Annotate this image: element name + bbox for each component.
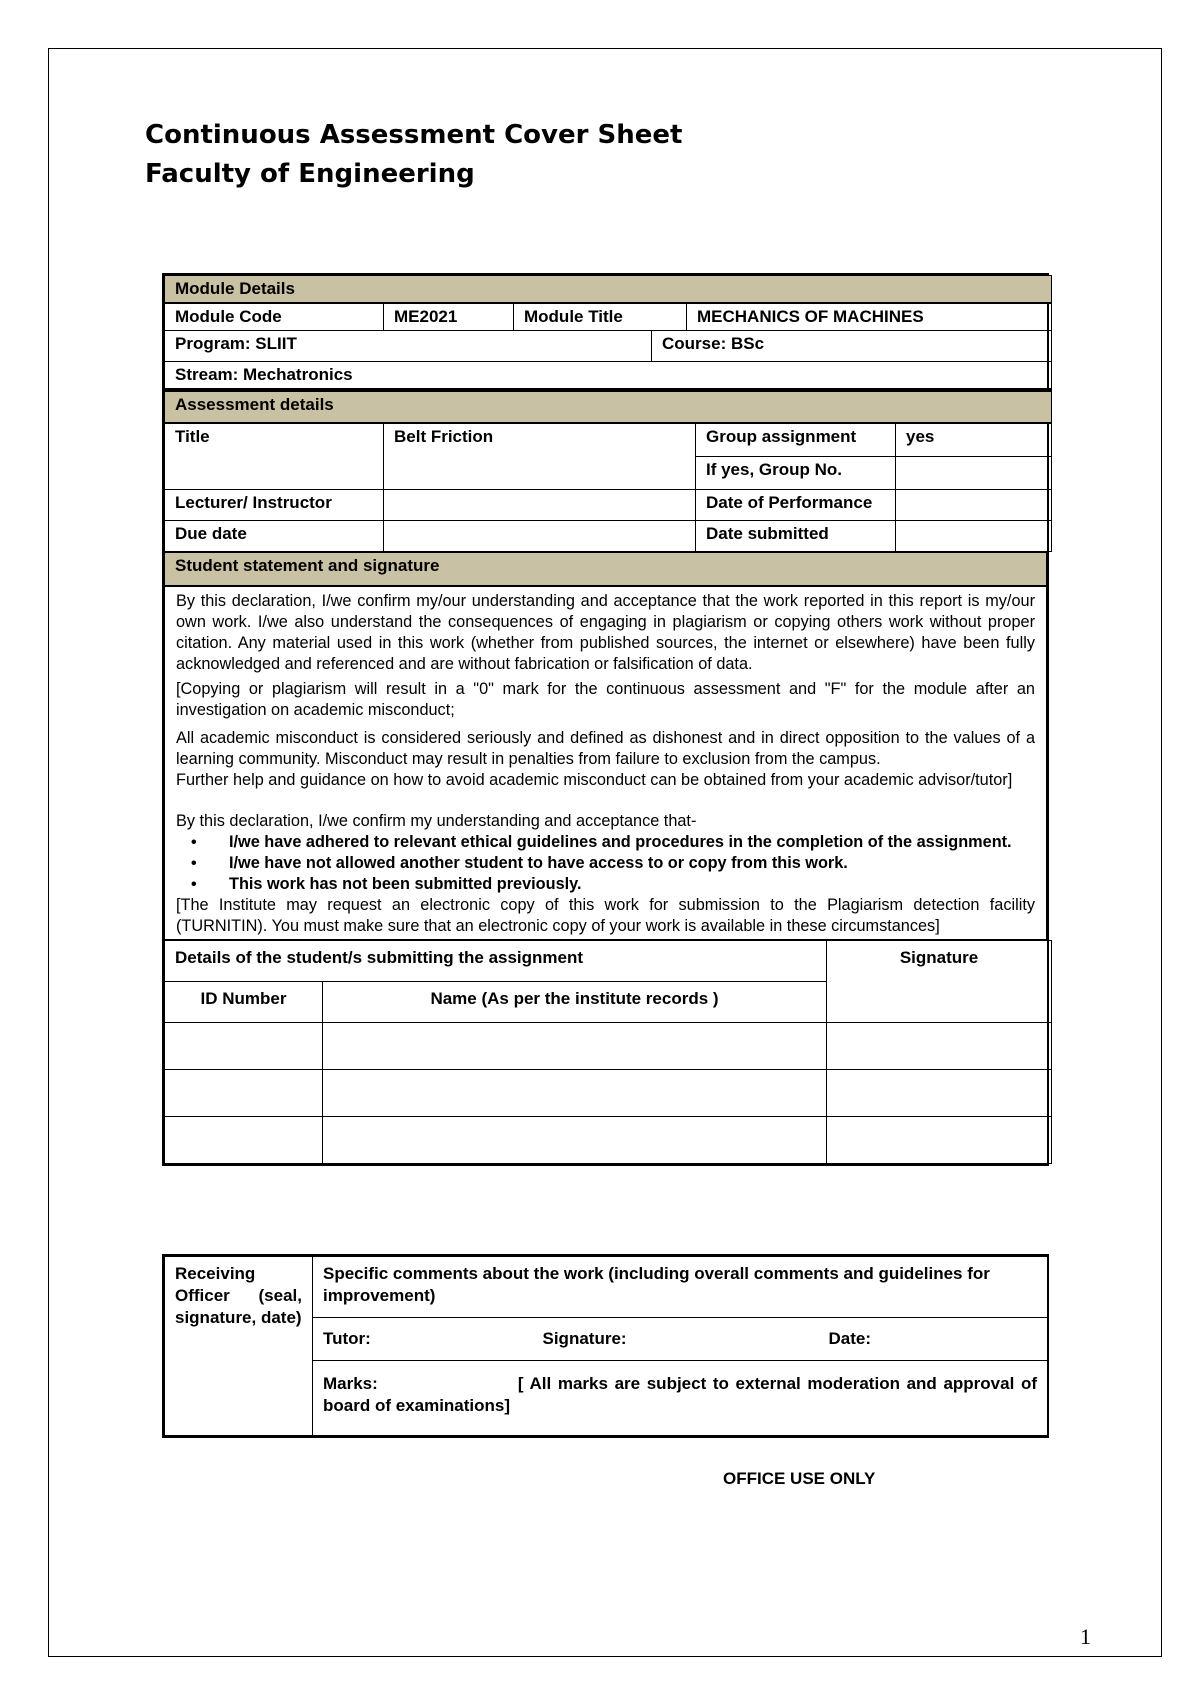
student-name-cell[interactable] bbox=[323, 1023, 827, 1070]
module-code-label: Module Code bbox=[165, 303, 384, 331]
date-submitted-label: Date submitted bbox=[696, 521, 896, 552]
student-row bbox=[165, 1070, 1052, 1117]
student-statement-table bbox=[164, 552, 1047, 940]
date-submitted-value[interactable] bbox=[896, 521, 1052, 552]
date-of-performance-label: Date of Performance bbox=[696, 490, 896, 521]
office-use-only-label: OFFICE USE ONLY bbox=[723, 1469, 876, 1488]
declaration-item: • I/we have not allowed another student to have access to or copy from this work. bbox=[229, 853, 1035, 874]
statement-paragraph: [The Institute may request an electronic copy of this work for submission to the Plagiarism detection facility (TURNITIN). You must make sure that an electronic copy of your work is available in these circumstances] bbox=[176, 896, 1035, 935]
statement-paragraph: [Copying or plagiarism will result in a "0" mark for the continuous assessment and "F" for the module after an investigation on academic misconduct; bbox=[176, 680, 1035, 719]
group-assignment-value[interactable]: yes bbox=[896, 423, 1052, 457]
page-title bbox=[145, 116, 682, 194]
statement-body bbox=[165, 586, 1047, 940]
statement-paragraph: Further help and guidance on how to avoid academic misconduct can be obtained from your academic advisor/tutor] bbox=[176, 771, 1013, 789]
statement-header: Student statement and signature bbox=[165, 553, 1047, 587]
student-details-table bbox=[164, 940, 1052, 1164]
module-details-header: Module Details bbox=[165, 276, 1052, 304]
module-title-value[interactable]: MECHANICS OF MACHINES bbox=[687, 303, 1052, 331]
lecturer-value[interactable] bbox=[384, 490, 696, 521]
module-details-table bbox=[164, 275, 1052, 389]
student-signature-cell[interactable] bbox=[827, 1023, 1052, 1070]
group-number-value[interactable] bbox=[896, 457, 1052, 490]
page-number: 1 bbox=[1080, 1624, 1091, 1649]
declaration-list bbox=[176, 832, 1035, 895]
receiving-officer-cell[interactable]: Receiving Officer (seal, signature, date) bbox=[165, 1257, 313, 1436]
student-row bbox=[165, 1023, 1052, 1070]
declaration-item: • This work has not been submitted previously. bbox=[229, 874, 1035, 895]
date-of-performance-value[interactable] bbox=[896, 490, 1052, 521]
student-signature-cell[interactable] bbox=[827, 1117, 1052, 1164]
cover-sheet-form bbox=[162, 273, 1049, 1166]
due-date-value[interactable] bbox=[384, 521, 696, 552]
statement-paragraph: All academic misconduct is considered seriously and defined as dishonest and in direct opposition to the values of a learning community. Misconduct may result in penalties from failure to exclusion from the campus. bbox=[176, 729, 1035, 768]
statement-paragraph: By this declaration, I/we confirm my/our understanding and acceptance that the work reported in this report is my/our own work. I/we also understand the consequences of engaging in plagiarism or copying others work without proper citation. Any material used in this work (whether from published sources, the internet or elsewhere) have been fully acknowledged and referenced and are without fabrication or falsification of data. bbox=[176, 592, 1035, 673]
program-field[interactable]: Program: SLIIT bbox=[165, 331, 652, 362]
title-line-2: Faculty of Engineering bbox=[145, 159, 475, 189]
module-title-label: Module Title bbox=[514, 303, 687, 331]
tutor-signature-label[interactable]: Signature: bbox=[533, 1318, 803, 1361]
stream-field[interactable]: Stream: Mechatronics bbox=[165, 362, 1052, 389]
student-id-cell[interactable] bbox=[165, 1117, 323, 1164]
student-details-label: Details of the student/s submitting the assignment bbox=[165, 941, 827, 982]
assessment-details-table bbox=[164, 389, 1052, 552]
student-signature-cell[interactable] bbox=[827, 1070, 1052, 1117]
statement-paragraph: By this declaration, I/we confirm my understanding and acceptance that- bbox=[176, 812, 697, 830]
marks-label: Marks: bbox=[323, 1374, 378, 1393]
id-number-header: ID Number bbox=[165, 982, 323, 1023]
assessment-details-header: Assessment details bbox=[165, 391, 1052, 424]
student-row bbox=[165, 1117, 1052, 1164]
course-field[interactable]: Course: BSc bbox=[652, 331, 1052, 362]
marks-cell[interactable] bbox=[313, 1361, 1048, 1436]
group-assignment-label: Group assignment bbox=[696, 423, 896, 457]
title-value[interactable]: Belt Friction bbox=[384, 423, 696, 490]
group-number-label: If yes, Group No. bbox=[696, 457, 896, 490]
name-header: Name (As per the institute records ) bbox=[323, 982, 827, 1023]
declaration-item: • I/we have adhered to relevant ethical guidelines and procedures in the completion of the assignment. bbox=[229, 832, 1035, 853]
office-use-form bbox=[162, 1254, 1049, 1438]
student-id-cell[interactable] bbox=[165, 1070, 323, 1117]
title-line-1: Continuous Assessment Cover Sheet bbox=[145, 120, 683, 150]
due-date-label: Due date bbox=[165, 521, 384, 552]
specific-comments-cell[interactable]: Specific comments about the work (including overall comments and guidelines for improvement) bbox=[313, 1257, 1048, 1318]
title-label: Title bbox=[165, 423, 384, 490]
signature-header: Signature bbox=[827, 941, 1052, 1023]
tutor-date-label[interactable]: Date: bbox=[803, 1318, 1048, 1361]
office-use-table bbox=[164, 1256, 1048, 1436]
student-id-cell[interactable] bbox=[165, 1023, 323, 1070]
lecturer-label: Lecturer/ Instructor bbox=[165, 490, 384, 521]
student-name-cell[interactable] bbox=[323, 1070, 827, 1117]
student-name-cell[interactable] bbox=[323, 1117, 827, 1164]
marks-note: [ All marks are subject to external moderation and approval of board of examinations] bbox=[323, 1374, 1037, 1415]
tutor-label[interactable]: Tutor: bbox=[313, 1318, 533, 1361]
module-code-value[interactable]: ME2021 bbox=[384, 303, 514, 331]
